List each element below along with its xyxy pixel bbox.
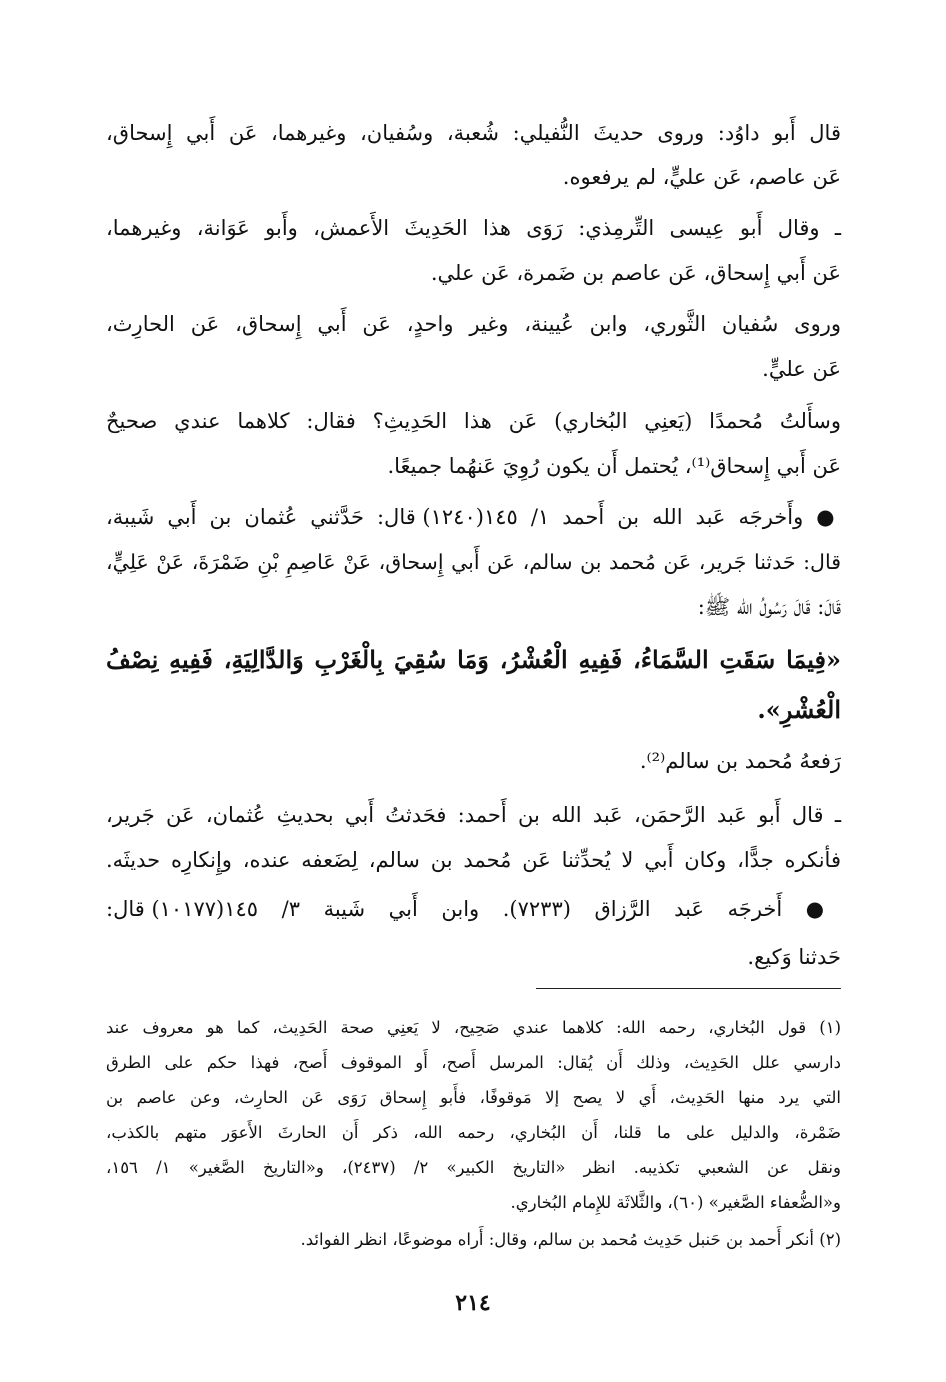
text-line: ● وأَخرجَه عَبد الله بن أَحمد ١/ ١٤٥(١٢٤٠) قال: حَدَّثني عُثمان بن أَبي شَيبة، xyxy=(106,505,841,529)
footnote-line: ونقل عن الشعبي تكذيبه. انظر «التاريخ الكبير» ٢/ (٢٤٣٧)، و«التاريخ الصَّغير» ١/ ١٥٦، xyxy=(106,1158,841,1177)
text-line: ـ وقال أَبو عِيسى التِّرمِذي: رَوَى هذا الحَدِيثَ الأَعمش، وأَبو عَوَانة، وغيرهما، xyxy=(106,216,841,240)
footnote-line: و«الضُّعفاء الصَّغير» (٦٠)، والثَّلاثَة للإِمام البُخاري. xyxy=(510,1193,841,1212)
text-line: ● أَخرجَه عَبد الرَّزاق (٧٢٣٣). وابن أَبي شَيبة ٣/ ١٤٥(١٠١٧٧) قال: xyxy=(106,897,841,921)
text-line: وروى سُفيان الثَّوري، وابن عُيينة، وغير واحدٍ، عَن أَبي إِسحاق، عَن الحارِث، xyxy=(106,312,841,336)
text-line: حَدثنا وَكيع. xyxy=(747,945,841,969)
footnote-line: ضَمْرة، والدليل على ما قلنا، أَن البُخاري، رحمه الله، ذكر أَن الحارثَ الأَعوَر متهم بالكذب، xyxy=(106,1123,841,1142)
footnote-line: التي يرد منها الحَدِيث، أَي لا يصح إلا مَوقوفًا، فأَبو إِسحاق رَوَى عَن الحارِث، وعن عاصم بن xyxy=(106,1088,841,1107)
hadith-text: الْعُشْرِ». xyxy=(757,695,841,724)
text-line: قال أَبو داوُد: وروى حديثَ النُّفيلي: شُعبة، وسُفيان، وغيرهما، عَن أَبي إِسحاق، xyxy=(106,121,841,145)
page-number: ٢١٤ xyxy=(455,1290,491,1316)
text-line: عَن أَبي إِسحاق، عَن عاصم بن ضَمرة، عَن علي. xyxy=(430,261,841,285)
hadith-text: «فِيمَا سَقَتِ السَّمَاءُ، فَفِيهِ الْعُشْرُ، وَمَا سُقِيَ بِالْغَرْبِ وَالدَّالِيَةِ، فَفِيهِ نِصْفُ xyxy=(106,645,841,674)
text-line: قَالَ: قَالَ رَسُولُ الله ﷺ: xyxy=(697,595,841,619)
text-line: وسأَلتُ مُحمدًا (يَعنِي البُخاري) عَن هذا الحَدِيثِ؟ فقال: كلاهما عندي صحيحٌ xyxy=(106,409,841,433)
text-line: عَن عاصم، عَن عليٍّ، لم يرفعوه. xyxy=(562,165,841,189)
footnote-separator xyxy=(536,988,841,989)
text-line: قال: حَدثنا جَرير، عَن مُحمد بن سالم، عَن أَبي إِسحاق، عَنْ عَاصِمِ بْنِ ضَمْرَةَ، عَنْ عَلِيٍّ، xyxy=(106,550,841,574)
text-line: ـ قال أَبو عَبد الرَّحمَن، عَبد الله بن أَحمد: فحَدثتُ أَبي بحديثِ عُثمان، عَن جَرير، xyxy=(106,803,841,827)
footnote-line: دارسي علل الحَدِيث، وذلك أَن يُقال: المرسل أَصح، أَو الموقوف أَصح، فهذا حكم على الطرق xyxy=(106,1053,841,1072)
footnote-line: (٢) أنكر أَحمد بن حَنبل حَدِيث مُحمد بن سالم، وقال: أَراه موضوعًا، انظر الفوائد. xyxy=(300,1230,841,1249)
text-line: فأنكره جدًّا، وكان أَبي لا يُحدِّثنا عَن مُحمد بن سالم، لِضَعفه عنده، وإِنكارِه حديثَه. xyxy=(106,848,841,872)
text-line: عَن أَبي إِسحاق⁽¹⁾، يُحتمل أَن يكون رُوِيَ عَنهُما جميعًا. xyxy=(387,454,841,478)
text-line: رَفعهُ مُحمد بن سالم⁽²⁾. xyxy=(639,749,841,773)
text-line: عَن عليٍّ. xyxy=(762,357,841,381)
footnote-line: (١) قول البُخاري، رحمه الله: كلاهما عندي صَحِيح، لا يَعنِي صحة الحَدِيث، كما هو معروف عند xyxy=(106,1018,841,1037)
